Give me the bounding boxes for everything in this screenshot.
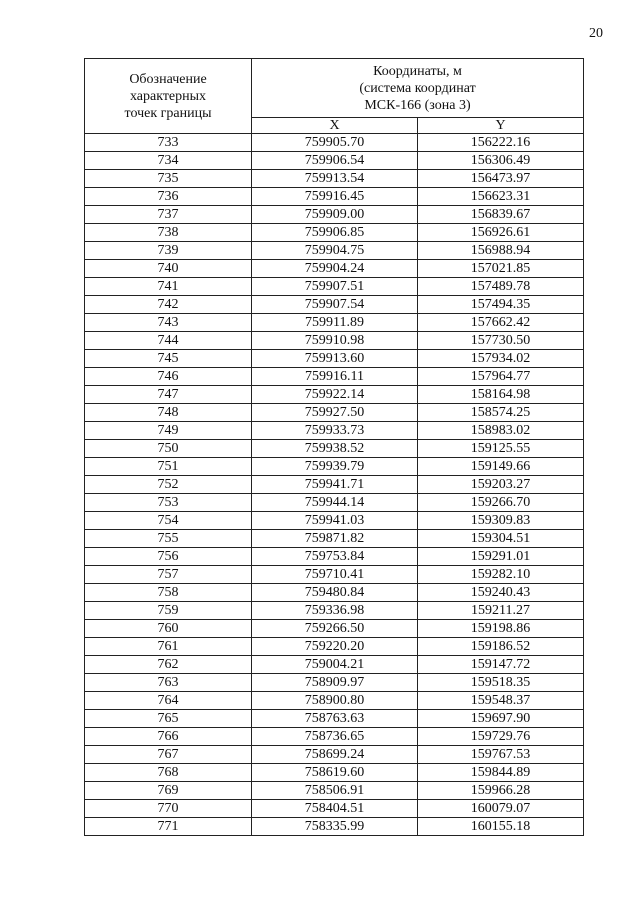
x-cell: 759266.50: [252, 620, 418, 638]
x-cell: 759909.00: [252, 206, 418, 224]
x-cell: 759710.41: [252, 566, 418, 584]
x-cell: 759927.50: [252, 404, 418, 422]
table-row: [85, 206, 584, 224]
y-cell: 157494.35: [418, 296, 584, 314]
table-row: [85, 134, 584, 152]
y-cell: 160079.07: [418, 800, 584, 818]
x-cell: 758619.60: [252, 764, 418, 782]
y-cell: 159240.43: [418, 584, 584, 602]
x-cell: 759941.03: [252, 512, 418, 530]
table-header: [85, 59, 584, 134]
header-y: Y: [418, 118, 584, 134]
x-cell: 759907.51: [252, 278, 418, 296]
point-id-cell: 757: [85, 566, 252, 584]
table-row: [85, 242, 584, 260]
x-cell: 759913.60: [252, 350, 418, 368]
y-cell: 159282.10: [418, 566, 584, 584]
x-cell: 759910.98: [252, 332, 418, 350]
point-id-cell: 752: [85, 476, 252, 494]
table-row: [85, 710, 584, 728]
table-row: [85, 800, 584, 818]
table-row: [85, 152, 584, 170]
table-row: [85, 224, 584, 242]
y-cell: 159125.55: [418, 440, 584, 458]
point-id-cell: 754: [85, 512, 252, 530]
x-cell: 759911.89: [252, 314, 418, 332]
y-cell: 159309.83: [418, 512, 584, 530]
y-cell: 159147.72: [418, 656, 584, 674]
header-point-line: точек границы: [124, 105, 212, 121]
table-row: [85, 728, 584, 746]
point-id-cell: 764: [85, 692, 252, 710]
x-cell: 759938.52: [252, 440, 418, 458]
x-cell: 759905.70: [252, 134, 418, 152]
header-point-line: Обозначение: [129, 71, 207, 87]
table-row: [85, 404, 584, 422]
table-row: [85, 782, 584, 800]
y-cell: 159186.52: [418, 638, 584, 656]
y-cell: 159203.27: [418, 476, 584, 494]
point-id-cell: 761: [85, 638, 252, 656]
table-row: [85, 548, 584, 566]
x-cell: 759480.84: [252, 584, 418, 602]
x-cell: 759907.54: [252, 296, 418, 314]
point-id-cell: 766: [85, 728, 252, 746]
point-id-cell: 736: [85, 188, 252, 206]
y-cell: 157662.42: [418, 314, 584, 332]
x-cell: 758900.80: [252, 692, 418, 710]
y-cell: 159149.66: [418, 458, 584, 476]
point-id-cell: 755: [85, 530, 252, 548]
point-id-cell: 734: [85, 152, 252, 170]
y-cell: 159291.01: [418, 548, 584, 566]
point-id-cell: 753: [85, 494, 252, 512]
point-id-cell: 762: [85, 656, 252, 674]
x-cell: 759941.71: [252, 476, 418, 494]
table-row: [85, 764, 584, 782]
x-cell: 759904.75: [252, 242, 418, 260]
y-cell: 156839.67: [418, 206, 584, 224]
y-cell: 159198.86: [418, 620, 584, 638]
table-row: [85, 746, 584, 764]
y-cell: 157964.77: [418, 368, 584, 386]
header-x: X: [252, 118, 418, 134]
table-row: [85, 422, 584, 440]
point-id-cell: 759: [85, 602, 252, 620]
header-coordinates-line: МСК-166 (зона 3): [364, 97, 471, 113]
y-cell: 156473.97: [418, 170, 584, 188]
table-row: [85, 314, 584, 332]
x-cell: 759939.79: [252, 458, 418, 476]
table-row: [85, 188, 584, 206]
header-point-line: характерных: [129, 88, 207, 104]
x-cell: 759916.11: [252, 368, 418, 386]
point-id-cell: 741: [85, 278, 252, 296]
point-id-cell: 740: [85, 260, 252, 278]
y-cell: 157934.02: [418, 350, 584, 368]
point-id-cell: 763: [85, 674, 252, 692]
point-id-cell: 748: [85, 404, 252, 422]
header-coordinates-line: (система координат: [359, 80, 476, 96]
table-row: [85, 602, 584, 620]
table-row: [85, 818, 584, 836]
y-cell: 159211.27: [418, 602, 584, 620]
x-cell: 758909.97: [252, 674, 418, 692]
point-id-cell: 737: [85, 206, 252, 224]
table-row: [85, 278, 584, 296]
point-id-cell: 733: [85, 134, 252, 152]
y-cell: 156988.94: [418, 242, 584, 260]
point-id-cell: 747: [85, 386, 252, 404]
table-row: [85, 530, 584, 548]
header-coordinates: [252, 59, 584, 118]
point-id-cell: 743: [85, 314, 252, 332]
table-row: [85, 296, 584, 314]
x-cell: 759220.20: [252, 638, 418, 656]
x-cell: 759913.54: [252, 170, 418, 188]
x-cell: 759933.73: [252, 422, 418, 440]
point-id-cell: 750: [85, 440, 252, 458]
x-cell: 759944.14: [252, 494, 418, 512]
table-row: [85, 584, 584, 602]
y-cell: 159518.35: [418, 674, 584, 692]
table-row: [85, 512, 584, 530]
y-cell: 159548.37: [418, 692, 584, 710]
x-cell: 759906.85: [252, 224, 418, 242]
y-cell: 157730.50: [418, 332, 584, 350]
table-row: [85, 476, 584, 494]
x-cell: 758763.63: [252, 710, 418, 728]
table-row: [85, 458, 584, 476]
y-cell: 160155.18: [418, 818, 584, 836]
table-row: [85, 386, 584, 404]
point-id-cell: 756: [85, 548, 252, 566]
point-id-cell: 768: [85, 764, 252, 782]
y-cell: 159697.90: [418, 710, 584, 728]
y-cell: 158983.02: [418, 422, 584, 440]
x-cell: 759871.82: [252, 530, 418, 548]
table-row: [85, 656, 584, 674]
y-cell: 158164.98: [418, 386, 584, 404]
point-id-cell: 767: [85, 746, 252, 764]
point-id-cell: 751: [85, 458, 252, 476]
point-id-cell: 739: [85, 242, 252, 260]
point-id-cell: 735: [85, 170, 252, 188]
y-cell: 159844.89: [418, 764, 584, 782]
x-cell: 758335.99: [252, 818, 418, 836]
y-cell: 157021.85: [418, 260, 584, 278]
table-row: [85, 260, 584, 278]
point-id-cell: 771: [85, 818, 252, 836]
table-row: [85, 440, 584, 458]
table-row: [85, 620, 584, 638]
coordinates-table: [84, 58, 584, 836]
header-point-designation: [85, 59, 252, 134]
x-cell: 759004.21: [252, 656, 418, 674]
table-row: [85, 350, 584, 368]
y-cell: 159729.76: [418, 728, 584, 746]
y-cell: 159266.70: [418, 494, 584, 512]
point-id-cell: 746: [85, 368, 252, 386]
x-cell: 759916.45: [252, 188, 418, 206]
y-cell: 156306.49: [418, 152, 584, 170]
point-id-cell: 738: [85, 224, 252, 242]
table-row: [85, 566, 584, 584]
point-id-cell: 749: [85, 422, 252, 440]
y-cell: 159767.53: [418, 746, 584, 764]
table-row: [85, 674, 584, 692]
y-cell: 156926.61: [418, 224, 584, 242]
x-cell: 759904.24: [252, 260, 418, 278]
table-row: [85, 368, 584, 386]
point-id-cell: 758: [85, 584, 252, 602]
point-id-cell: 745: [85, 350, 252, 368]
y-cell: 159966.28: [418, 782, 584, 800]
y-cell: 156623.31: [418, 188, 584, 206]
point-id-cell: 744: [85, 332, 252, 350]
x-cell: 759906.54: [252, 152, 418, 170]
x-cell: 759922.14: [252, 386, 418, 404]
point-id-cell: 742: [85, 296, 252, 314]
y-cell: 159304.51: [418, 530, 584, 548]
table-row: [85, 332, 584, 350]
table-row: [85, 494, 584, 512]
point-id-cell: 765: [85, 710, 252, 728]
y-cell: 158574.25: [418, 404, 584, 422]
table-row: [85, 170, 584, 188]
x-cell: 758699.24: [252, 746, 418, 764]
x-cell: 759753.84: [252, 548, 418, 566]
x-cell: 759336.98: [252, 602, 418, 620]
point-id-cell: 760: [85, 620, 252, 638]
table-row: [85, 692, 584, 710]
y-cell: 157489.78: [418, 278, 584, 296]
y-cell: 156222.16: [418, 134, 584, 152]
x-cell: 758736.65: [252, 728, 418, 746]
point-id-cell: 770: [85, 800, 252, 818]
table-row: [85, 638, 584, 656]
point-id-cell: 769: [85, 782, 252, 800]
x-cell: 758506.91: [252, 782, 418, 800]
page-number: 20: [589, 26, 603, 41]
x-cell: 758404.51: [252, 800, 418, 818]
header-coordinates-line: Координаты, м: [373, 63, 462, 79]
table-body: [85, 134, 584, 836]
